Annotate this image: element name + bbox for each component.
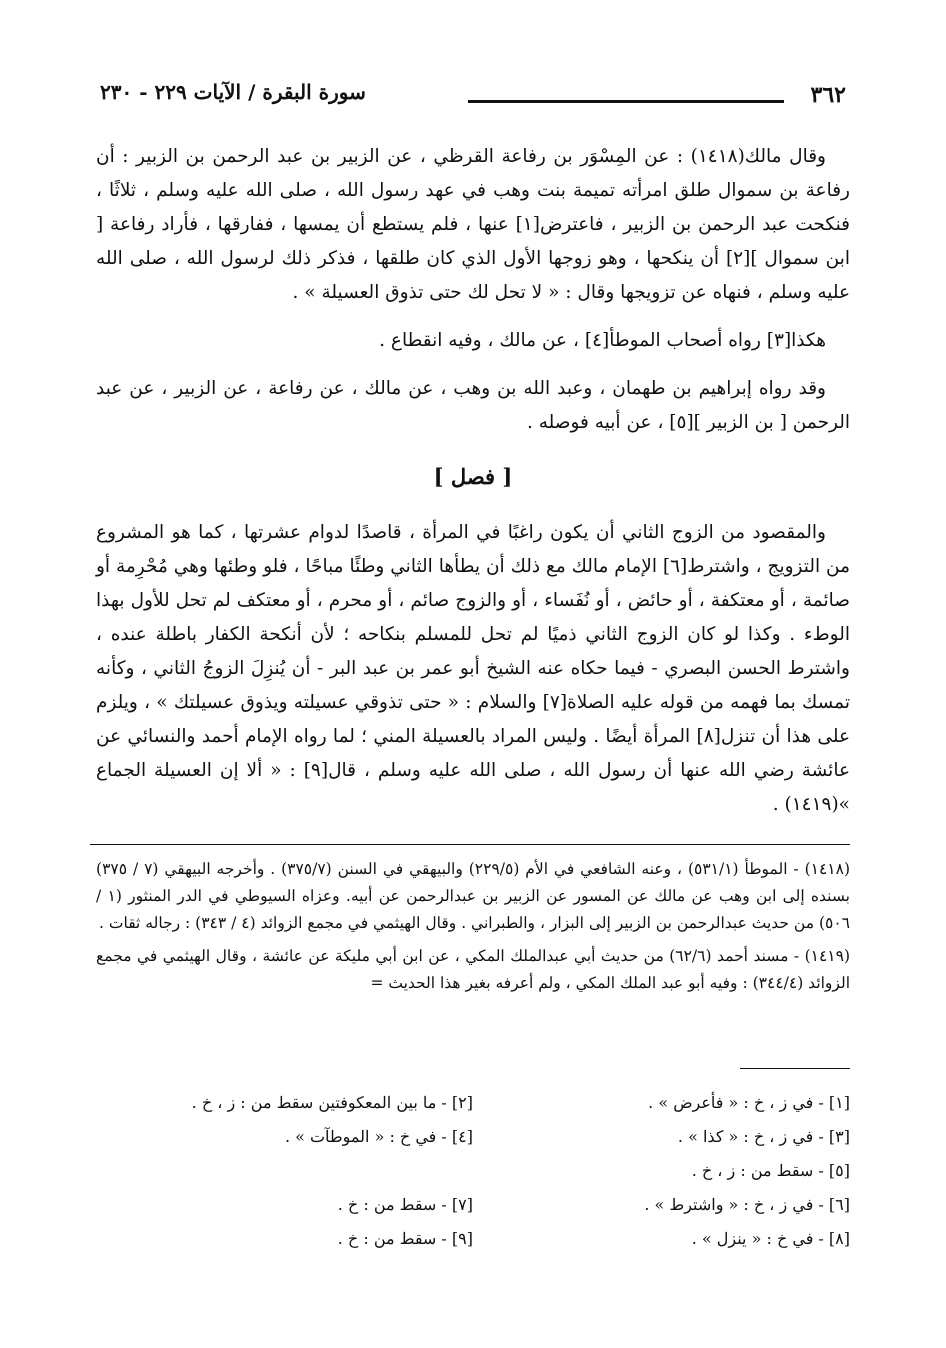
variant-row xyxy=(96,1120,850,1154)
manuscript-variants xyxy=(96,1086,850,1256)
variant-row xyxy=(96,1222,850,1256)
variant-note: [٦] - في ز ، خ : « واشترط » . xyxy=(644,1195,850,1214)
footnote: (١٤١٩) - مسند أحمد (٦٢/٦) من حديث أبي عبدالملك المكي ، عن ابن أبي مليكة عن عائشة ، وقال الهيثمي في مجمع الزوائد (٣٤٤/٤) : وفيه أبو عبد الملك المكي ، ولم أعرفه بغير هذا الحديث = xyxy=(96,947,851,992)
variant-note: [٧] - سقط من : خ . xyxy=(337,1195,473,1214)
footnote: (١٤١٨) - الموطأ (٥٣١/١) ، وعنه الشافعي في الأم (٢٢٩/٥) والبيهقي في السنن (٣٧٥/٧) . وأخرجه البيهقي (٧ / ٣٧٥) بسنده إلى ابن وهب عن مالك عن المسور عن الزبير بن عبدالرحمن عن أبيه. وعزاه السيوطي في الدر المنثور (١ / ٥٠٦) من حديث عبدالرحمن بن الزبير إلى البزار ، والطبراني . وقال الهيثمي في مجمع الزوائد (٤ / ٣٤٣) : رجاله ثقات . xyxy=(96,860,850,932)
paragraph: وقد رواه إبراهيم بن طهمان ، وعبد الله بن وهب ، عن مالك ، عن رفاعة ، عن الزبير ، عن عبد الرحمن [ بن الزبير ][٥] ، عن أبيه فوصله . xyxy=(96,378,850,433)
variant-note: [٩] - سقط من : خ . xyxy=(337,1229,473,1248)
footnote-divider xyxy=(90,844,850,845)
variant-note: [٨] - في خ : « ينزل » . xyxy=(691,1229,850,1248)
header-rule xyxy=(468,100,784,103)
page-number: ٣٦٢ xyxy=(810,82,846,108)
main-text xyxy=(96,140,850,836)
variant-row xyxy=(96,1188,850,1222)
variant-note xyxy=(96,1154,473,1188)
variant-note: [٢] - ما بين المعكوفتين سقط من : ز ، خ . xyxy=(191,1093,473,1112)
footnotes xyxy=(96,856,850,1003)
paragraph: والمقصود من الزوج الثاني أن يكون راغبًا في المرأة ، قاصدًا لدوام عشرتها ، كما هو المشروع من التزويج ، واشترط[٦] الإمام مالك مع ذلك أن يطأها الثاني وطئًا مباحًا ، فلو وطئها وهي مُحْرِمة أو صائمة ، أو معتكفة ، أو حائض ، أو نُفَساء ، أو والزوج صائم ، أو محرم ، أو معتكف لم تحل للأول بهذا الوطء . وكذا لو كان الزوج الثاني ذميًا لم تحل للمسلم بنكاحه ؛ لأن أنكحة الكفار باطلة عنده ، واشترط الحسن البصري - فيما حكاه عنه الشيخ أبو عمر بن عبد البر - أن يُنزِلَ الزوجُ الثاني ، وكأنه تمسك بما فهمه من قوله عليه الصلاة[٧] والسلام : « حتى تذوقي عسيلته ويذوق عسيلتك » ، ويلزم على هذا أن تنزل[٨] المرأة أيضًا . وليس المراد بالعسيلة المني ؛ لما رواه الإمام أحمد والنسائي عن عائشة رضي الله عنها أن رسول الله ، صلى الله عليه وسلم ، قال[٩] : « ألا إن العسيلة الجماع »(١٤١٩) . xyxy=(96,522,851,815)
variant-note: [٣] - في ز ، خ : « كذا » . xyxy=(677,1127,850,1146)
variant-row xyxy=(96,1154,850,1188)
paragraph: وقال مالك(١٤١٨) : عن المِسْوَر بن رفاعة القرظي ، عن الزبير بن عبد الرحمن بن الزبير : أن رفاعة بن سموال طلق امرأته تميمة بنت وهب في عهد رسول الله ، صلى الله عليه وسلم ، ثلاثًا ، فنكحت عبد الرحمن بن الزبير ، فاعترض[١] عنها ، فلم يستطع أن يمسها ، ففارقها ، فأراد رفاعة [ ابن سموال ][٢] أن ينكحها ، وهو زوجها الأول الذي كان طلقها ، فذكر ذلك لرسول الله ، صلى الله عليه وسلم ، فنهاه عن تزويجها وقال : « لا تحل لك حتى تذوق العسيلة » . xyxy=(96,146,850,303)
variant-row xyxy=(96,1086,850,1120)
variants-divider xyxy=(740,1068,850,1069)
running-title: سورة البقرة / الآيات ٢٢٩ - ٢٣٠ xyxy=(100,80,366,104)
paragraph: هكذا[٣] رواه أصحاب الموطأ[٤] ، عن مالك ، وفيه انقطاع . xyxy=(379,330,826,351)
variant-note: [٥] - سقط من : ز ، خ . xyxy=(691,1161,850,1180)
variant-note: [١] - في ز ، خ : « فأعرض » . xyxy=(648,1093,850,1112)
page-header xyxy=(100,78,846,118)
section-heading: [ فصل ] xyxy=(433,464,513,489)
variant-note: [٤] - في خ : « الموطآت » . xyxy=(284,1127,473,1146)
